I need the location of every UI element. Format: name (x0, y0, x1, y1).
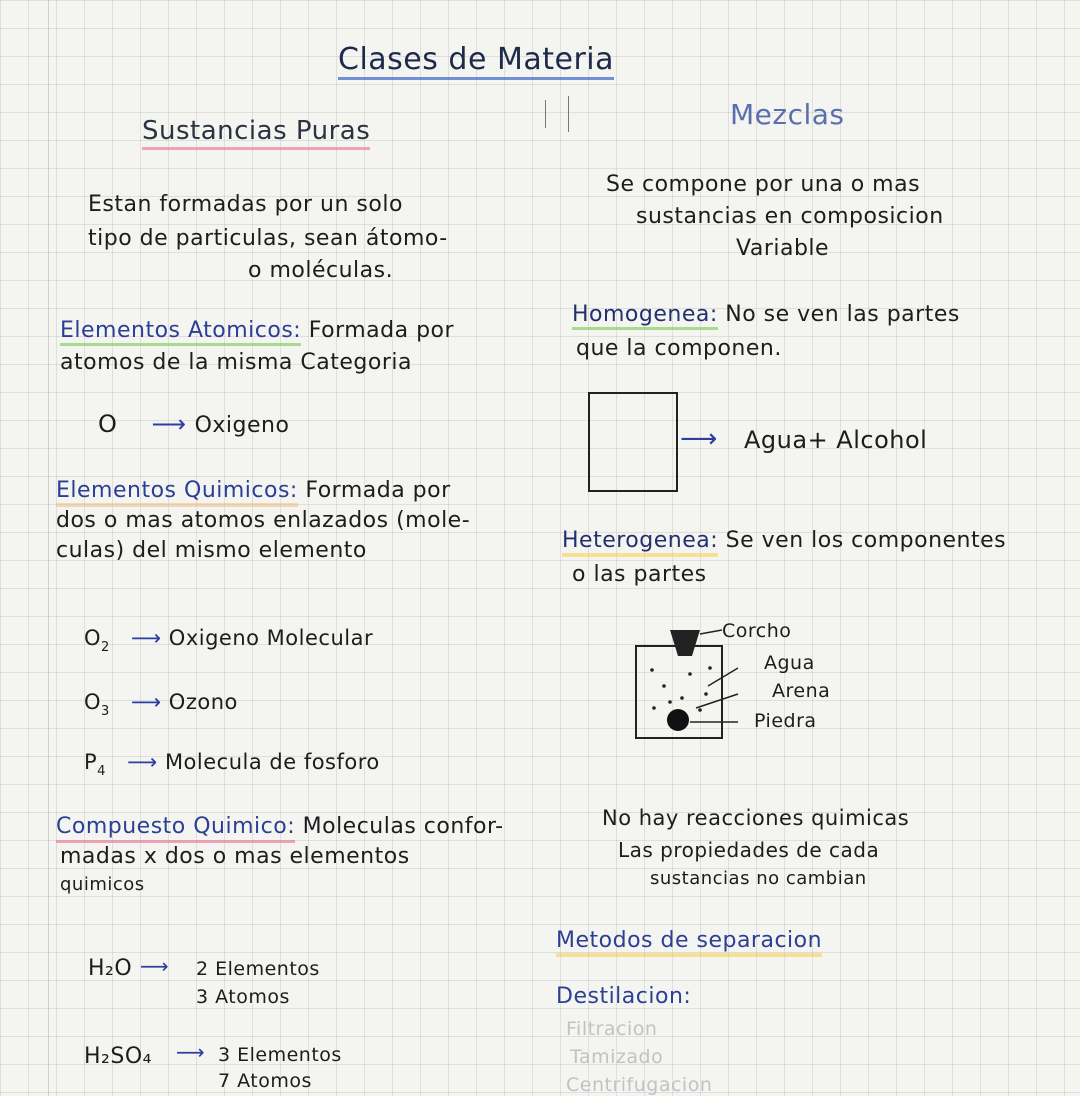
oxigeno-text: Oxigeno (194, 413, 290, 438)
column-divider-mark (568, 96, 569, 132)
page-title (338, 42, 614, 77)
heterogenea-label: Heterogenea: (562, 528, 718, 557)
label-arena: Arena (772, 680, 831, 702)
elementos-atomicos-text-1: Formada por (308, 318, 455, 343)
note-line-2: Las propiedades de cada (618, 838, 880, 862)
sustancias-intro-line-2: tipo de particulas, sean átomo- (88, 226, 448, 251)
arrow-icon: ⟶ (131, 690, 162, 714)
arrow-icon: ⟶ (176, 1040, 206, 1064)
heterogenea-text-1: Se ven los componentes (725, 528, 1007, 553)
metodos-heading-text: Metodos de separacion (556, 928, 822, 957)
metodos-faint-1: Filtracion (566, 1018, 658, 1040)
h2so4-line-2: 7 Atomos (218, 1070, 312, 1092)
arrow-icon: ⟶ (127, 750, 158, 774)
cork-icon (670, 630, 700, 656)
oxigeno-symbol: O (98, 410, 118, 438)
homogenea-text-1: No se ven las partes (725, 302, 960, 327)
example-o3 (84, 690, 238, 719)
label-corcho: Corcho (722, 620, 792, 642)
elementos-quimicos-text-1: Formada por (305, 478, 451, 503)
note-line-3: sustancias no cambian (650, 868, 867, 889)
elementos-atomicos-label: Elementos Atomicos: (60, 318, 301, 346)
mezclas-intro-line-2: sustancias en composicion (636, 204, 944, 229)
column-divider-mark (545, 100, 546, 128)
example-o3-text: Ozono (168, 690, 238, 714)
arrow-icon: ⟶ (140, 954, 170, 978)
homogenea-line-1 (572, 300, 960, 330)
heterogenea-line-1 (562, 526, 1006, 556)
label-piedra: Piedra (754, 710, 817, 732)
sustancias-puras-heading (142, 116, 370, 146)
example-o2-text: Oxigeno Molecular (168, 626, 374, 650)
h2so4-line-1: 3 Elementos (218, 1044, 342, 1066)
example-p4-symbol: P (84, 750, 98, 774)
homogeneous-mixture-box-icon (586, 390, 682, 496)
arrow-icon: ⟶ (151, 410, 187, 438)
metodos-heading (556, 928, 822, 953)
elementos-atomicos-line-1 (60, 316, 454, 346)
sustancias-puras-heading-text: Sustancias Puras (142, 116, 370, 150)
compuesto-quimico-line-2: madas x dos o mas elementos (60, 844, 410, 869)
example-o3-symbol: O (84, 690, 102, 714)
compuesto-quimico-line-3: quimicos (60, 874, 145, 895)
example-o2 (84, 626, 373, 655)
h2o-line-1: 2 Elementos (196, 958, 320, 980)
page-title-text: Clases de Materia (338, 42, 614, 80)
example-p4-text: Molecula de fosforo (164, 750, 380, 774)
homogenea-line-2: que la componen. (576, 336, 782, 361)
stone-icon (667, 709, 689, 731)
arrow-icon: ⟶ (680, 424, 718, 454)
metodos-destilacion: Destilacion: (556, 984, 692, 1009)
mezclas-heading: Mezclas (730, 98, 845, 131)
sustancias-intro-line-3: o moléculas. (248, 258, 394, 283)
elementos-quimicos-line-1 (56, 476, 451, 506)
example-o2-symbol: O (84, 626, 102, 650)
arrow-icon: ⟶ (131, 626, 162, 650)
example-o2-sub: 2 (101, 640, 110, 655)
heterogenea-line-2: o las partes (572, 562, 707, 587)
label-agua: Agua (764, 652, 815, 674)
homogenea-example: Agua+ Alcohol (744, 426, 928, 454)
h2o-formula: H₂O (88, 956, 133, 981)
h2o-line-2: 3 Atomos (196, 986, 290, 1008)
mezclas-intro-line-3: Variable (736, 236, 830, 261)
compuesto-quimico-text-1: Moleculas confor- (302, 814, 504, 839)
metodos-faint-3: Centrifugacion (566, 1074, 713, 1096)
note-line-1: No hay reacciones quimicas (602, 806, 910, 830)
example-p4 (84, 750, 380, 779)
example-o3-sub: 3 (101, 704, 110, 719)
homogenea-label: Homogenea: (572, 302, 718, 330)
example-p4-sub: 4 (97, 764, 106, 779)
sustancias-intro-line-1: Estan formadas por un solo (88, 192, 403, 217)
mezclas-intro-line-1: Se compone por una o mas (606, 172, 921, 197)
compuesto-quimico-label: Compuesto Quimico: (56, 814, 295, 843)
elementos-quimicos-label: Elementos Quimicos: (56, 478, 298, 507)
elementos-quimicos-line-2: dos o mas atomos enlazados (mole- (56, 508, 471, 533)
oxigeno-example (98, 410, 289, 438)
h2so4-formula: H₂SO₄ (84, 1044, 152, 1069)
metodos-faint-2: Tamizado (570, 1046, 664, 1068)
notebook-margin-line (48, 0, 49, 1096)
compuesto-quimico-line-1 (56, 812, 504, 842)
elementos-quimicos-line-3: culas) del mismo elemento (56, 538, 367, 563)
elementos-atomicos-line-2: atomos de la misma Categoria (60, 350, 412, 375)
